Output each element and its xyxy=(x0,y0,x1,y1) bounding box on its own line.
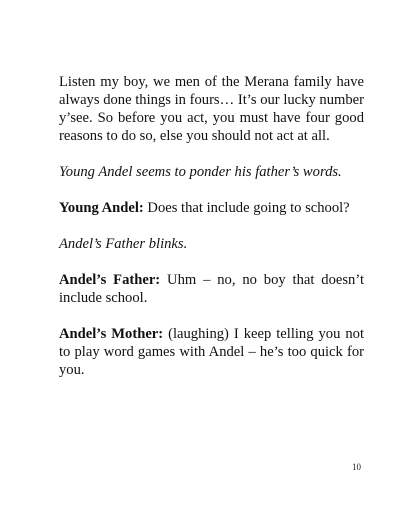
dialogue-paragraph-andels-mother xyxy=(59,325,364,379)
speaker-name: Andel’s Father: xyxy=(59,272,161,288)
dialogue-text: Does that include going to school? xyxy=(143,200,350,216)
paragraph-text: Listen my boy, we men of the Merana family have always done things in fours… It’s our lucky number y’see. So before you act, you must have four good reasons to do so, else you should not act at all. xyxy=(59,74,364,144)
dialogue-text: Uhm – no, no boy that doesn’t include school. xyxy=(59,272,364,306)
speaker-name: Andel’s Mother: xyxy=(59,326,164,342)
paragraph-text: Andel’s Father blinks. xyxy=(59,236,188,252)
stage-direction-ponder xyxy=(59,163,364,181)
dialogue-paragraph-father-advice xyxy=(59,73,364,145)
dialogue-text: (laughing) I keep telling you not to play word games with Andel – he’s too quick for you. xyxy=(59,326,365,378)
page-number: 10 xyxy=(352,462,361,472)
speaker-name: Young Andel: xyxy=(59,200,144,216)
script-body xyxy=(59,73,364,397)
dialogue-paragraph-andels-father xyxy=(59,271,364,307)
paragraph-text: Young Andel seems to ponder his father’s words. xyxy=(59,164,342,180)
dialogue-paragraph-young-andel xyxy=(59,199,364,217)
stage-direction-blinks xyxy=(59,235,364,253)
